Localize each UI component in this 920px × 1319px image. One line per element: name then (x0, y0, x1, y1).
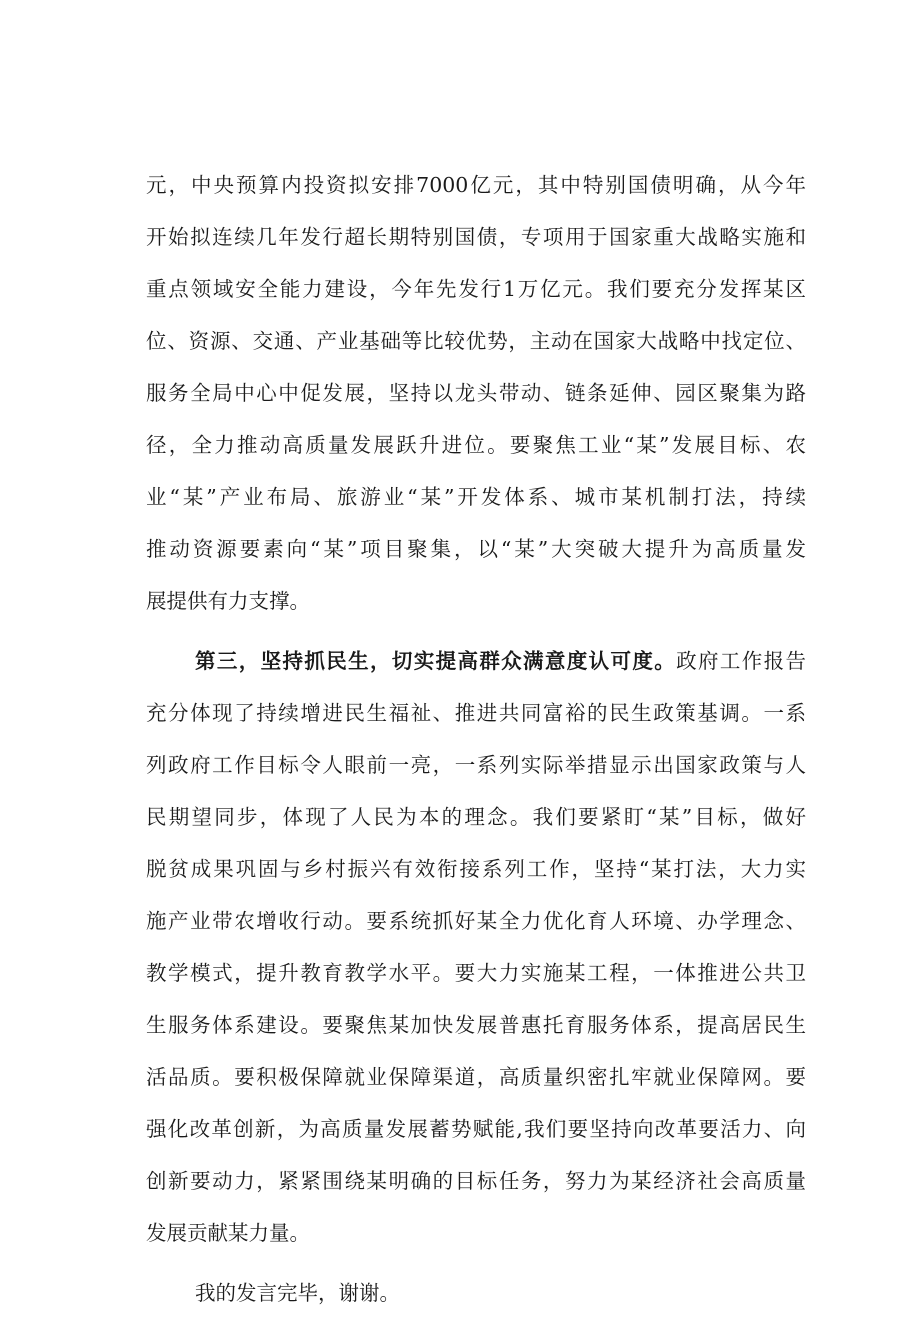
text-line: 开始拟连续几年发行超长期特别国债，专项用于国家重大战略实施和 (146, 225, 806, 249)
text-line: 径，全力推动高质量发展跃升进位。要聚焦工业“某”发展目标、农 (146, 433, 806, 457)
text-line: 推动资源要素向“某”项目聚集，以“某”大突破大提升为高质量发 (146, 537, 806, 561)
paragraph-livelihood (146, 635, 806, 1259)
text-line: 位、资源、交通、产业基础等比较优势，主动在国家大战略中找定位、 (146, 329, 806, 353)
text-line: 创新要动力，紧紧围绕某明确的目标任务，努力为某经济社会高质量 (146, 1169, 806, 1193)
paragraph-closing (146, 1267, 806, 1319)
text-line: 元，中央预算内投资拟安排7000亿元，其中特别国债明确，从今年 (146, 173, 806, 197)
closing-line: 我的发言完毕，谢谢。 (195, 1281, 400, 1305)
text-line: 强化改革创新，为高质量发展蓄势赋能,我们要坚持向改革要活力、向 (146, 1117, 806, 1141)
section-heading: 第三，坚持抓民生，切实提高群众满意度认可度。 (195, 649, 677, 673)
text-line: 施产业带农增收行动。要系统抓好某全力优化育人环境、办学理念、 (146, 909, 806, 933)
paragraph-first-line (146, 635, 806, 687)
document-body (146, 159, 806, 1319)
text-line: 发展贡献某力量。 (146, 1221, 310, 1245)
text-line: 活品质。要积极保障就业保障渠道，高质量织密扎牢就业保障网。要 (146, 1065, 806, 1089)
text-line: 重点领域安全能力建设，今年先发行1万亿元。我们要充分发挥某区 (146, 277, 806, 301)
text-line: 列政府工作目标令人眼前一亮，一系列实际举措显示出国家政策与人 (146, 753, 806, 777)
text-line: 业“某”产业布局、旅游业“某”开发体系、城市某机制打法，持续 (146, 485, 806, 509)
text-fragment: 政府工作报告 (676, 649, 807, 673)
text-line: 服务全局中心中促发展，坚持以龙头带动、链条延伸、园区聚集为路 (146, 381, 806, 405)
text-line: 教学模式，提升教育教学水平。要大力实施某工程，一体推进公共卫 (146, 961, 806, 985)
text-line: 展提供有力支撑。 (146, 589, 310, 613)
text-line: 脱贫成果巩固与乡村振兴有效衔接系列工作，坚持“某打法，大力实 (146, 857, 806, 881)
text-line: 生服务体系建设。要聚焦某加快发展普惠托育服务体系，提高居民生 (146, 1013, 806, 1037)
text-line: 民期望同步，体现了人民为本的理念。我们要紧盯“某”目标，做好 (146, 805, 806, 829)
paragraph-investment (146, 159, 806, 627)
text-line: 充分体现了持续增进民生福祉、推进共同富裕的民生政策基调。一系 (146, 701, 806, 725)
